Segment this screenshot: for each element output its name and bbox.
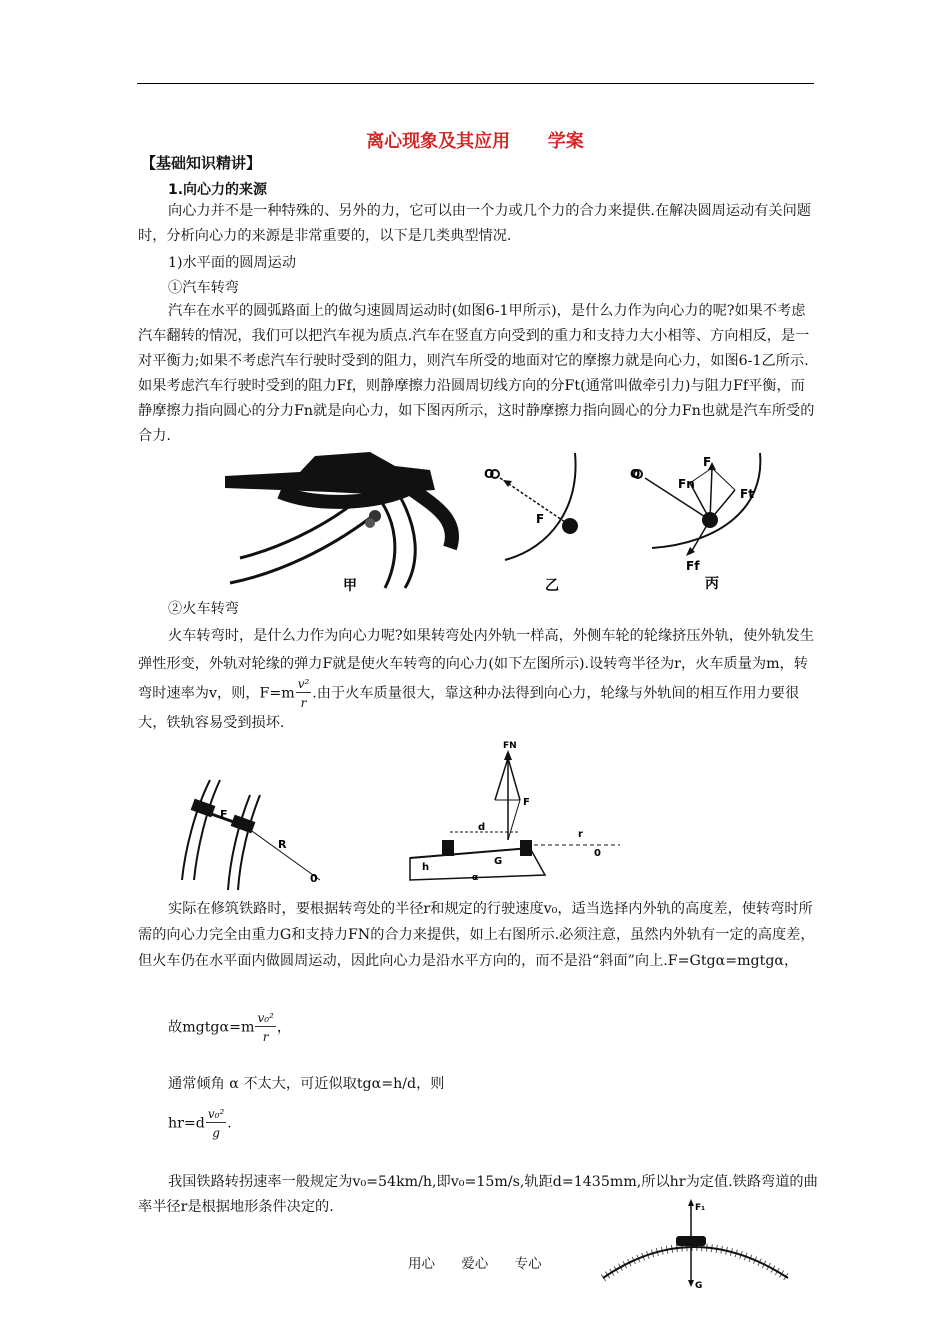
fig1c-O: O [630,467,641,481]
fig1-diagram-c [634,453,760,556]
fig2-O: 0 [310,872,318,885]
section-heading: 【基础知识精讲】 [141,154,262,172]
fig2-R: R [278,838,287,851]
fig1c-Ft: Ft [740,487,754,501]
fig2-r: r [578,829,583,840]
fraction-v0-r: $\frac{\text{v₀²}}{r}$ [257,1011,274,1044]
fig2-O2: 0 [594,848,601,859]
fig1c-Ff: Ff [686,559,700,573]
item-car-turn: ①汽车转弯 [168,280,239,296]
fig3-F1: F₁ [695,1203,706,1213]
rail-left-diagram [182,780,320,890]
car-icon [676,1236,706,1246]
title-main: 离心现象及其应用 [366,131,511,152]
fig1-caption-a: 甲 [343,578,357,594]
fig2-d: d [478,822,486,833]
fig1c-Fn: Fn [678,477,695,491]
fig1-diagram-b [491,453,578,560]
paragraph-railway-design: 实际在修筑铁路时，要根据转弯处的半径r和规定的行驶速度v₀，适当选择内外轨的高度差，使转弯时所需的向心力完全由重力G和支持力FN的合力来提供，如上右图所示.必须注意，虽然内外轨有一定的高度差，但火车仍在水平面内做圆周运动，因此向心力是沿水平方向的，而不是沿“斜面”向上.F=Gtgα=mgtgα， [138,901,815,969]
car-road-illustration [225,452,452,588]
paragraph-train: 火车转弯时，是什么力作为向心力呢?如果转弯处内外轨一样高，外侧车轮的轮缘挤压外轨，使外轨发生弹性形变，外轨对轮缘的弹力F就是使火车转弯的向心力(如下左图所示).设转弯半径为r，火车质量为m，转弯时速率为v，则，F=m $\frac{\text{v²}}{r}$ .由于火车质量很大，靠这种办法得到向心力，轮缘与外轨间的相互作用力要很大，铁轨容易受到损坏. [138,628,815,731]
fig2-h: h [422,862,430,873]
header-rule [137,83,814,84]
equation-2: 通常倾角 α 不太大，可近似取tgα=h/d，则 [168,1076,445,1092]
fig1b-O: O [484,467,495,481]
fig2-FN: FN [503,741,517,751]
title-tag: 学案 [547,131,584,152]
subsection-heading: 1.向心力的来源 [168,182,268,198]
item-train-turn: ②火车转弯 [168,601,239,617]
fig1c-F: F [703,455,712,469]
fig2-F: F [220,808,228,821]
figure-train-rail [170,740,640,890]
page-title [0,127,950,153]
paragraph-intro: 向心力并不是一种特殊的、另外的力，它可以由一个力或几个力的合力来提供.在解决圆周运动有关问题时，分析向心力的来源是非常重要的，以下是几类典型情况. [138,203,811,244]
fig2-G: G [494,856,503,867]
fraction-v0-g: $\frac{\text{v₀²}}{g}$ [207,1107,225,1140]
paragraph-car: 汽车在水平的圆弧路面上的做匀速圆周运动时(如图6-1甲所示)，是什么力作为向心力的呢?如果不考虑汽车翻转的情况，我们可以把汽车视为质点.汽车在竖直方向受到的重力和支持力大小相等、方向相反，是一对平衡力;如果不考虑汽车行驶时受到的阻力，则汽车所受的地面对它的摩擦力就是向心力，如图6-1乙所示.如果考虑汽车行驶时受到的阻力Ff，则静摩擦力沿圆周切线方向的分Ft(通常叫做牵引力)与阻力Ff平衡，而静摩擦力指向圆心的分力Fn就是向心力，如下图丙所示，这时静摩擦力指向圆心的分力Fn也就是汽车所受的合力. [138,303,815,444]
equation-1: 故mgtgα=m $\frac{\text{v₀²}}{r}$ ， [168,1011,292,1044]
figure-car-turning [220,448,780,598]
fig2-F2: F [523,797,530,808]
fig2-alpha: α [472,873,479,883]
figure-arch-bridge [598,1196,818,1291]
fig3-G: G [695,1281,703,1291]
fraction-v2-r: $\frac{\text{v²}}{r}$ [297,677,310,710]
footer-motto: 用心 爱心 专心 [408,1256,542,1272]
item-horizontal-circle: 1)水平面的圆周运动 [168,255,297,271]
fig1b-F: F [536,512,545,526]
fig1-caption-c: 丙 [705,576,719,592]
rail-right-diagram [410,750,620,880]
fig1-caption-b: 乙 [545,578,559,594]
paragraph-china-railway: 我国铁路转拐速率一般规定为v₀=54km/h,即v₀=15m/s,轨距d=1435mm,所以hr为定值.铁路弯道的曲率半径r是根据地形条件决定的. [138,1174,818,1215]
equation-3: hr=d $\frac{\text{v₀²}}{g}$ . [168,1107,232,1140]
